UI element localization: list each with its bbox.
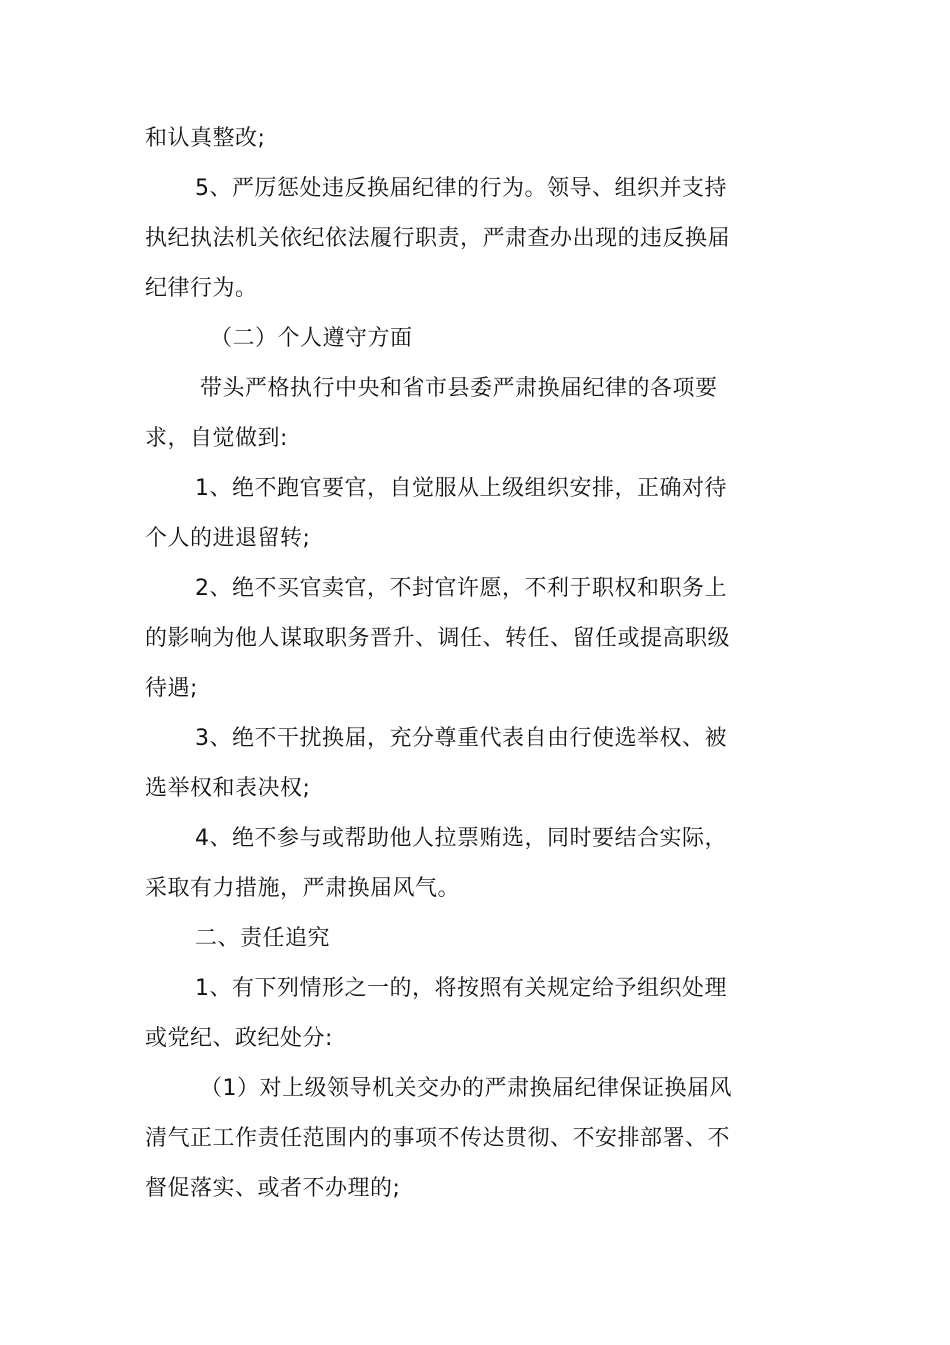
text-line-1: 和认真整改; (145, 126, 266, 151)
text-line-18: 1、有下列情形之一的，将按照有关规定给予组织处理 (195, 976, 727, 1001)
text-line-4: 纪律行为。 (145, 276, 258, 301)
text-line-13: 3、绝不干扰换届，充分尊重代表自由行使选举权、被 (195, 726, 727, 751)
section-heading-accountability: 二、责任追究 (195, 926, 331, 951)
text-line-22: 督促落实、或者不办理的; (145, 1176, 401, 1201)
text-line-3: 执纪执法机关依纪依法履行职责，严肃查办出现的违反换届 (145, 226, 731, 251)
text-line-6: 带头严格执行中央和省市县委严肃换届纪律的各项要 (200, 376, 718, 401)
text-line-20: （1）对上级领导机关交办的严肃换届纪律保证换届风 (200, 1076, 732, 1101)
text-line-7: 求，自觉做到: (145, 426, 288, 451)
text-line-14: 选举权和表决权; (145, 776, 311, 801)
section-heading-personal: （二）个人遵守方面 (210, 326, 413, 351)
text-line-11: 的影响为他人谋取职务晋升、调任、转任、留任或提高职级 (145, 626, 731, 651)
text-line-16: 采取有力措施，严肃换届风气。 (145, 876, 461, 901)
text-line-8: 1、绝不跑官要官，自觉服从上级组织安排，正确对待 (195, 476, 727, 501)
text-line-19: 或党纪、政纪处分: (145, 1026, 333, 1051)
text-line-15: 4、绝不参与或帮助他人拉票贿选，同时要结合实际， (195, 826, 727, 851)
text-line-21: 清气正工作责任范围内的事项不传达贯彻、不安排部署、不 (145, 1126, 731, 1151)
text-line-12: 待遇; (145, 676, 198, 701)
text-line-10: 2、绝不买官卖官，不封官许愿，不利于职权和职务上 (195, 576, 727, 601)
text-line-2: 5、严厉惩处违反换届纪律的行为。领导、组织并支持 (195, 176, 727, 201)
text-line-9: 个人的进退留转; (145, 526, 311, 551)
